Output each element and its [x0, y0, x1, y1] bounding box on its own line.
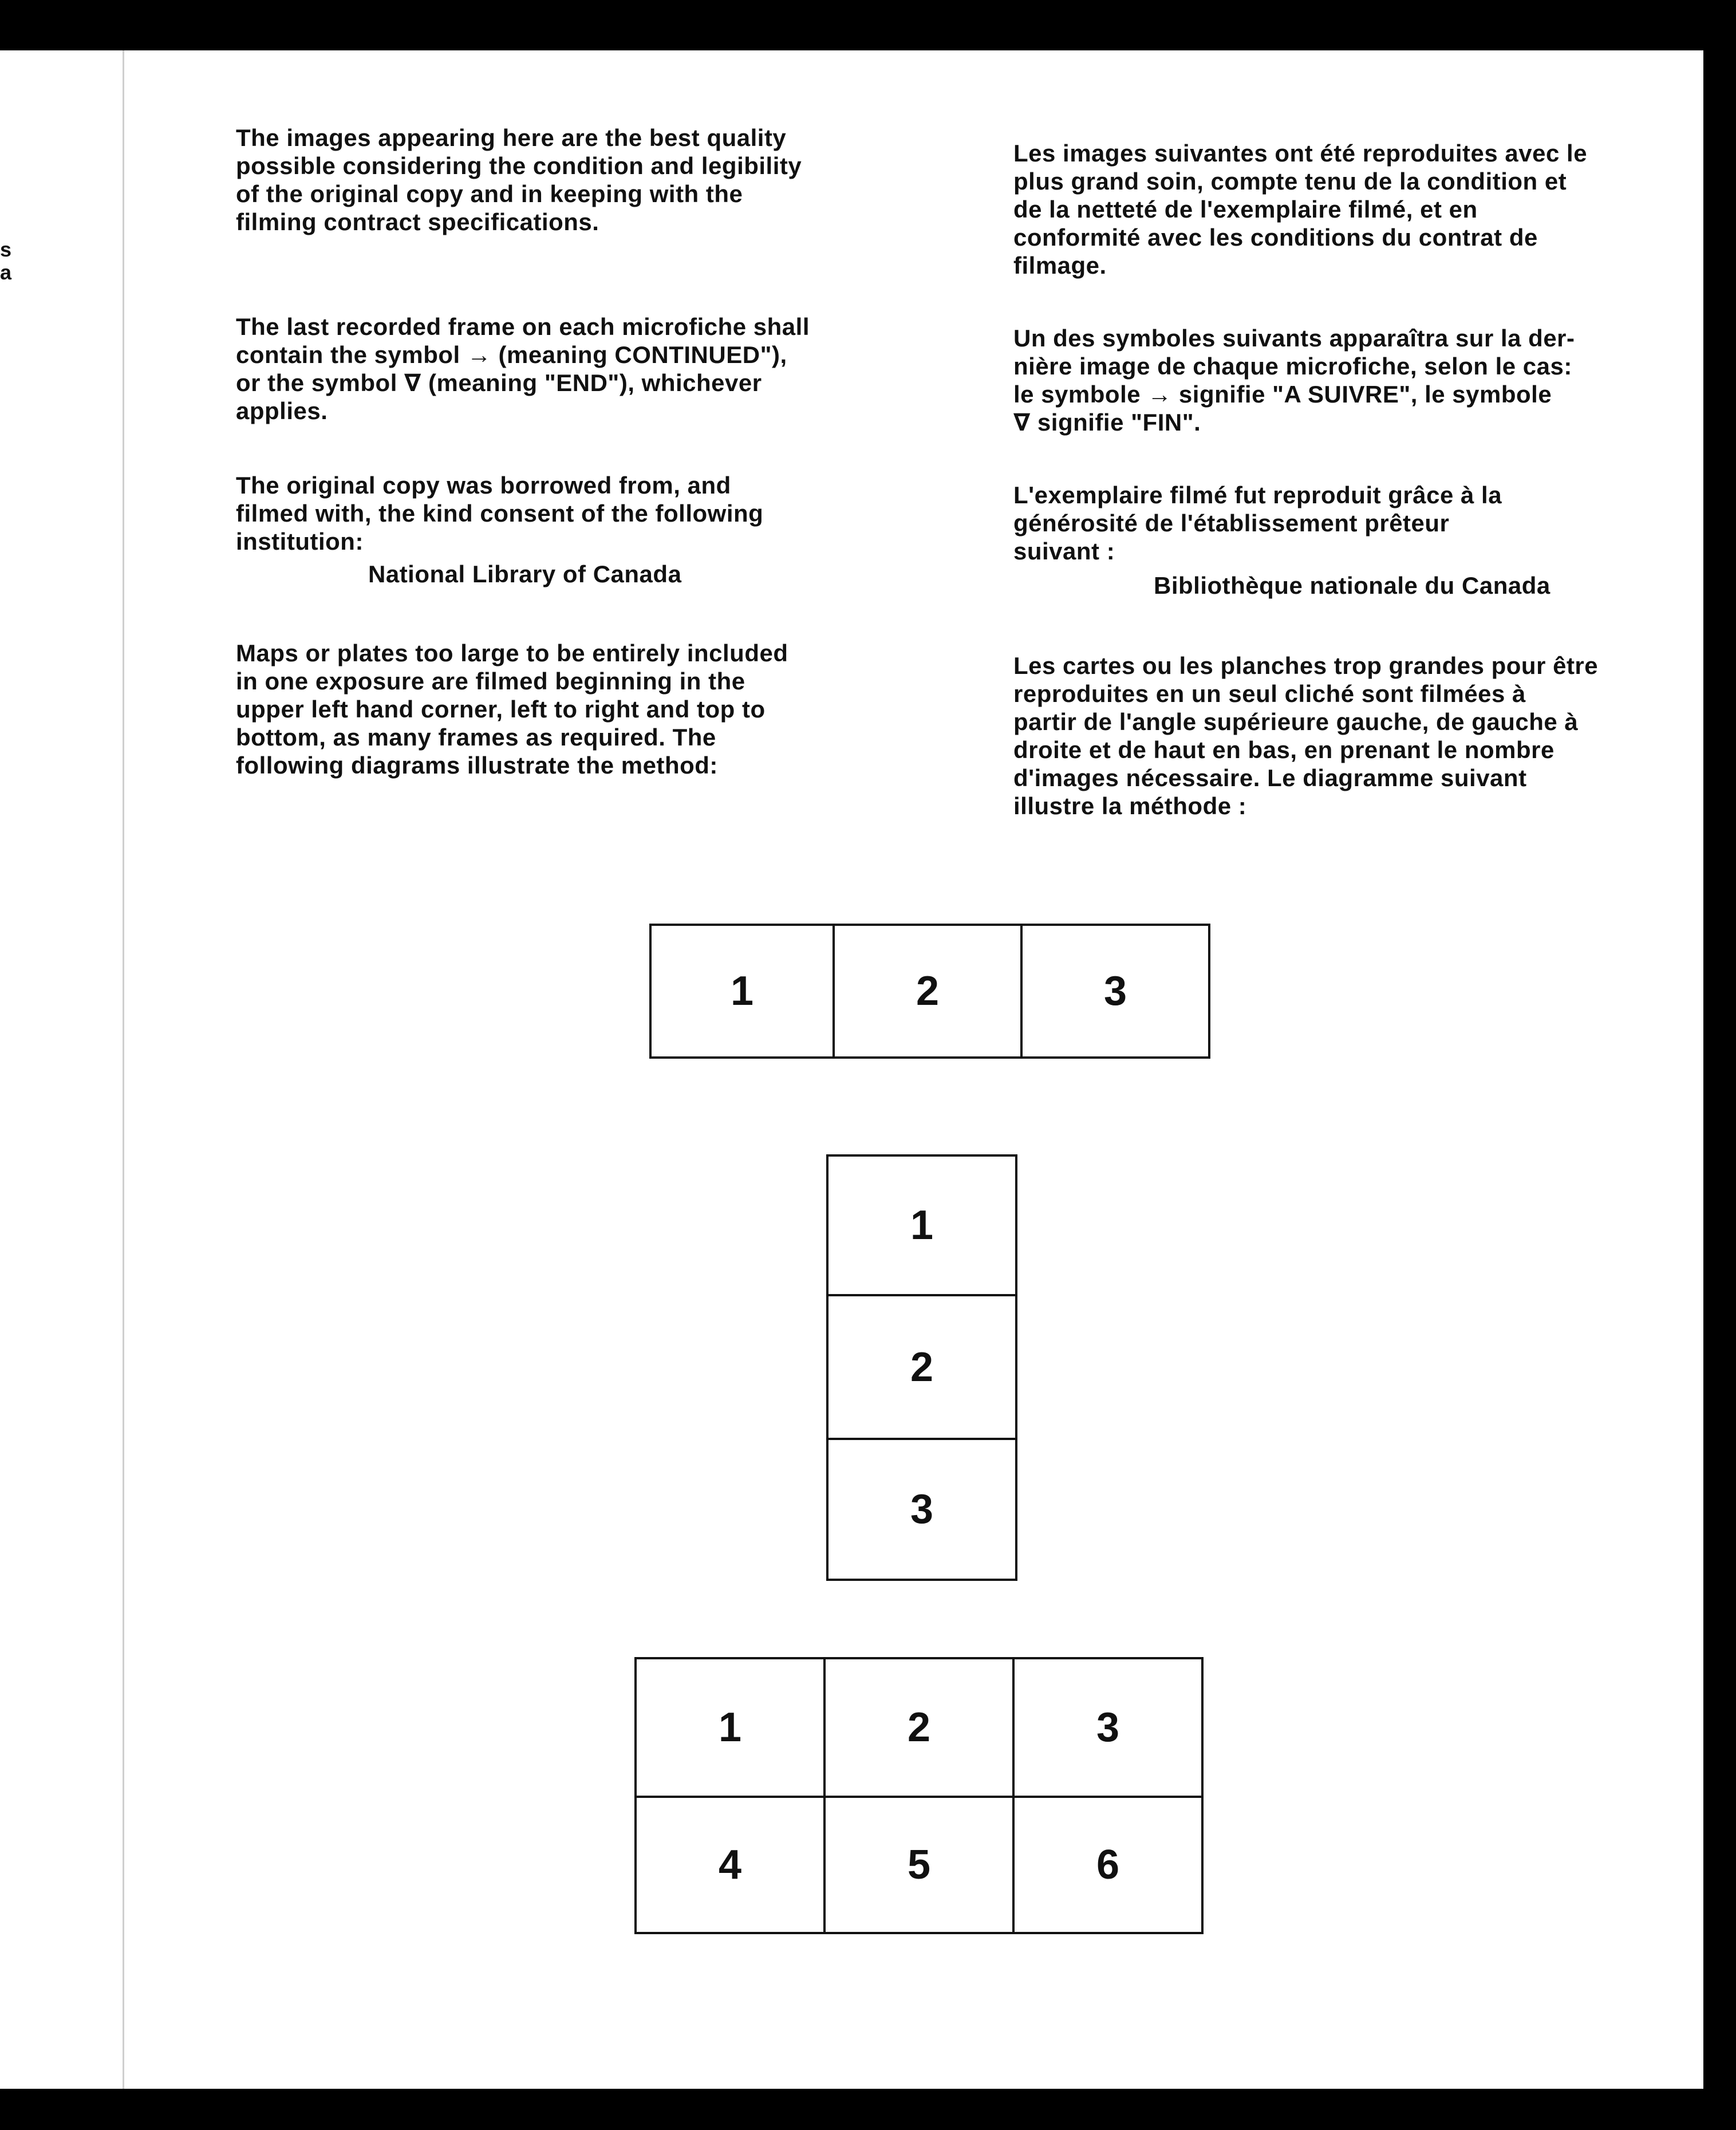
frame-cell: 2	[826, 1294, 1017, 1440]
frame-cell: 6	[1012, 1796, 1204, 1934]
en-institution-name: National Library of Canada	[368, 561, 682, 587]
frame-cell: 2	[833, 924, 1023, 1059]
margin-fragment: s	[0, 238, 12, 261]
fr-symbols-paragraph: Un des symboles suivants apparaîtra sur la der- nière image de chaque microfiche, selon le cas: le symbole → signifie "A SUIVRE", le symbole ∇ signifie "FIN".	[1013, 325, 1575, 436]
fr-institution-name: Bibliothèque nationale du Canada	[1154, 572, 1550, 599]
diagram-horizontal	[649, 924, 1210, 1059]
en-quality-paragraph: The images appearing here are the best quality possible considering the condition and legibility of the original copy and in keeping with the filming contract specifications.	[236, 124, 802, 235]
frame-cell: 2	[823, 1657, 1015, 1798]
fr-maps-paragraph: Les cartes ou les planches trop grandes pour être reproduites en un seul cliché sont filmées à partir de l'angle supérieure gauche, de gauche à droite et de haut en bas, en prenant le nombre d'images nécessaire. Le diagramme suivant illustre la méthode :	[1013, 652, 1599, 819]
frame-cell: 1	[826, 1154, 1017, 1296]
frame-cell: 3	[1020, 924, 1210, 1059]
margin-fragment: a	[0, 261, 12, 284]
frame-cell: 1	[634, 1657, 826, 1798]
microfiche-page	[0, 50, 1703, 2089]
frame-cell: 3	[1012, 1657, 1204, 1798]
frame-cell: 4	[634, 1796, 826, 1934]
frame-cell: 3	[826, 1438, 1017, 1581]
fr-borrowed-paragraph: L'exemplaire filmé fut reproduit grâce à la générosité de l'établissement prêteur suivant :	[1013, 482, 1502, 565]
frame-cell: 5	[823, 1796, 1015, 1934]
en-maps-paragraph: Maps or plates too large to be entirely included in one exposure are filmed beginning in the upper left hand corner, left to right and top to bottom, as many frames as required. The following diagrams illustrate the method:	[236, 640, 788, 779]
fr-quality-paragraph: Les images suivantes ont été reproduites avec le plus grand soin, compte tenu de la condition et de la netteté de l'exemplaire filmé, et en conformité avec les conditions du contrat de filmage.	[1013, 140, 1588, 279]
frame-cell: 1	[649, 924, 835, 1059]
en-borrowed-paragraph: The original copy was borrowed from, and filmed with, the kind consent of the following institution:	[236, 472, 764, 555]
en-symbols-paragraph: The last recorded frame on each microfiche shall contain the symbol → (meaning CONTINUED"), or the symbol ∇ (meaning "END"), whichever applies.	[236, 313, 810, 424]
diagram-vertical	[826, 1154, 1017, 1581]
diagram-grid	[634, 1657, 1204, 1934]
gutter-line	[123, 50, 124, 2089]
